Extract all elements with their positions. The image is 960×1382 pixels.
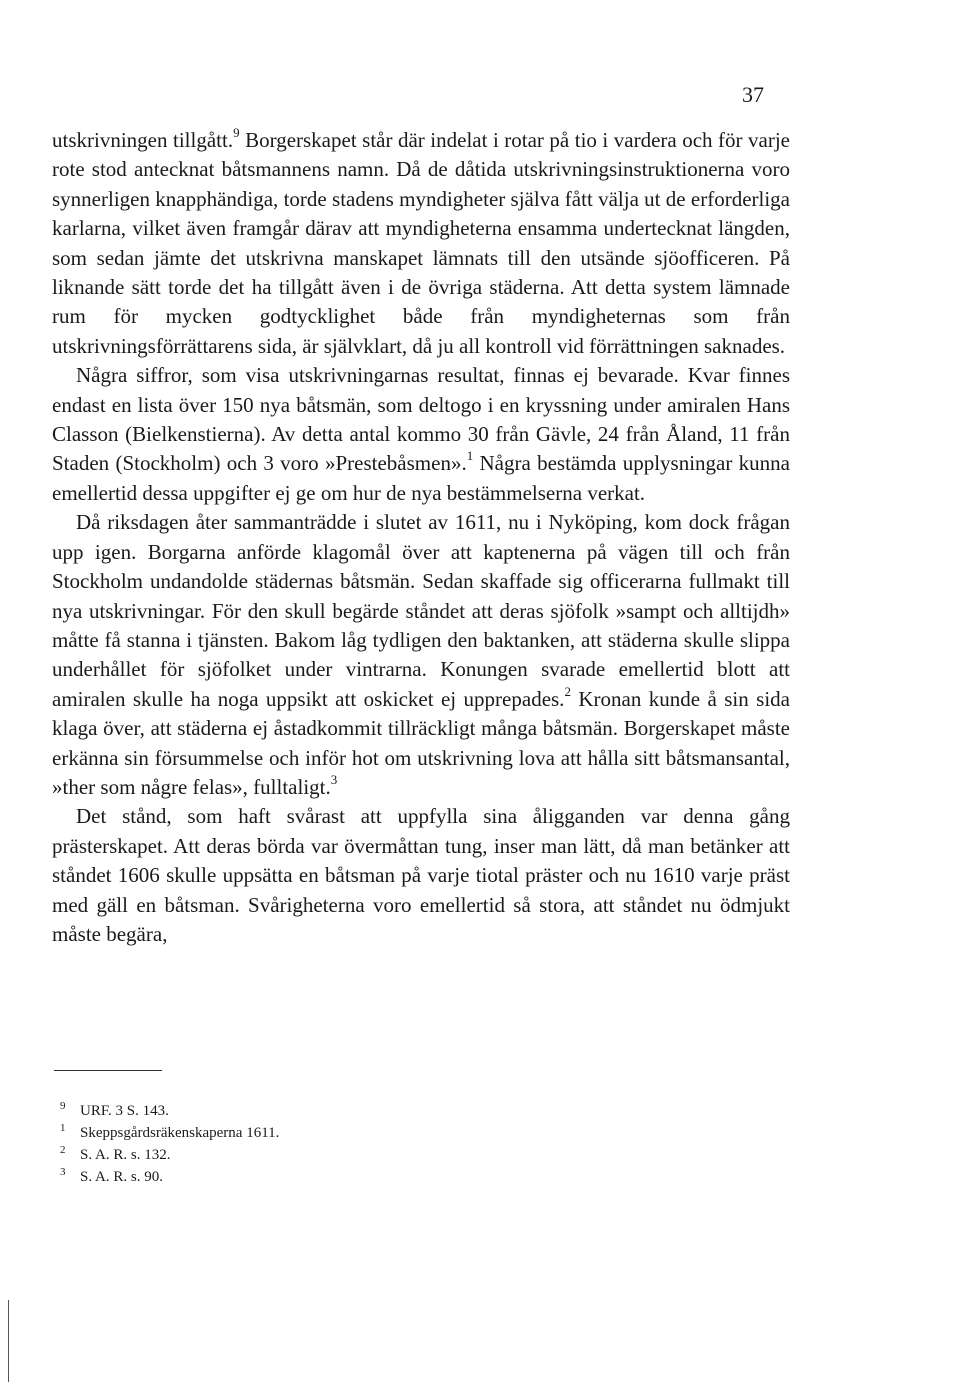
text-run: Några bestämda upplysningar kunna emellertid dessa uppgifter ej ge om hur de nya bestämmelserna verkat. [52, 451, 790, 505]
text-run: Kronan kunde å sin sida klaga över, att städerna ej åstadkommit tillräckligt många båtsmän. Borgerskapet måste erkänna sin försummelse och inför hot om utskrivning lova att hålla sitt båtsmansantal, »ther som någre felas», fulltaligt. [52, 686, 790, 799]
paragraph [52, 508, 790, 802]
paragraph [52, 126, 790, 361]
text-run: Då riksdagen åter sammanträdde i slutet av 1611, nu i Nyköping, kom dock frågan upp igen. Borgarna anförde klagomål över att kaptenerna på vägen till och från Stockholm undandolde städernas båtsmän. Sedan skaffade sig officerarna fullmakt till nya utskrivningar. För den skull begärde ståndet att deras sjöfolk »sampt och alltijdh» måtte få stanna i tjänsten. Bakom låg tydligen den baktanken, att städerna skulle slippa underhållet för sjöfolket under vintrarna. Konungen svarade emellertid blott att amiralen skulle ha noga uppsikt att oskicket ej upprepades. [52, 510, 790, 711]
body-text [52, 126, 790, 949]
paragraph [52, 802, 790, 949]
footnote-reference: 9 [233, 125, 240, 140]
page-number: 37 [742, 82, 764, 107]
footnote-text: Skeppsgårdsräkenskaperna 1611. [80, 1125, 280, 1141]
footnote-reference: 3 [330, 771, 338, 787]
scan-edge-mark [8, 1300, 9, 1382]
footnote-reference: 2 [564, 683, 571, 699]
footnote-divider [54, 1070, 162, 1071]
footnote: 3 S. A. R. s. 90. [60, 1166, 163, 1185]
footnote: 2 S. A. R. s. 132. [60, 1144, 171, 1163]
footnote-text: S. A. R. s. 90. [80, 1169, 163, 1185]
text-run: Det stånd, som haft svårast att uppfylla sina åligganden var denna gång prästerskapet. Att deras börda var övermåttan tung, inser man lätt, då man betänker att ståndet 1606 skulle uppsätta en båtsman på varje tiotal präster och nu 1610 varje präst med gäll en båtsman. Svårigheterna voro emellertid så stora, att ståndet nu ödmjukt måste begära, [52, 804, 790, 946]
footnote: 1 Skeppsgårdsräkenskaperna 1611. [60, 1122, 280, 1141]
text-run: Borgerskapet står där indelat i rotar på tio i vardera och för varje rote stod antecknat båtsmannens namn. Då de dåtida utskrivningsinstruktionerna voro synnerligen knapphändiga, torde stadens myndigheter själva fått välja ut de erforderliga karlarna, vilket även framgår därav att myndigheterna ensamma undertecknat längden, som sedan jämte det utskrivna manskapet lämnats till den utsände sjöofficeren. På liknande sätt torde det ha tillgått även i de övriga städerna. Att detta system lämnade rum för mycken godtycklighet både från myndigheternas som från utskrivningsförrättarens sida, är självklart, då ju all kontroll vid förrättningen saknades. [52, 128, 790, 358]
footnote-text: URF. 3 S. 143. [80, 1103, 169, 1119]
footnote-text: S. A. R. s. 132. [80, 1147, 171, 1163]
text-run: Några siffror, som visa utskrivningarnas resultat, finnas ej bevarade. Kvar finnes endast en lista över 150 nya båtsmän, som deltogo i en kryssning under amiralen Hans Classon (Bielkenstierna). Av detta antal kommo 30 från Gävle, 24 från Åland, 11 från Staden (Stockholm) och 3 voro »Prestebåsmen». [52, 363, 790, 476]
text-run: utskrivningen tillgått. [52, 128, 234, 152]
paragraph [52, 361, 790, 508]
footnote-reference: 1 [466, 448, 474, 464]
footnotes [60, 1100, 279, 1188]
footnote: 9 URF. 3 S. 143. [60, 1100, 169, 1119]
